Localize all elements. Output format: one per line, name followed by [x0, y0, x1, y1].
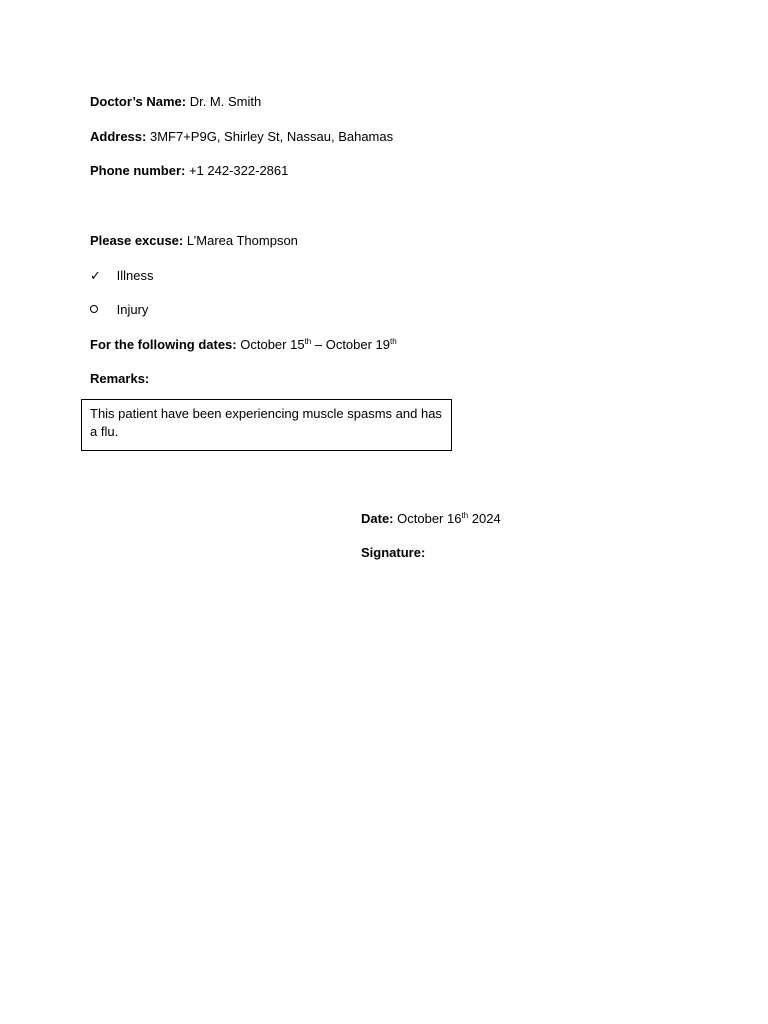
dates-label: For the following dates: — [90, 337, 237, 352]
date-text: October 16 — [397, 511, 462, 526]
dates-line — [90, 337, 397, 353]
excuse-line — [90, 233, 298, 249]
remarks-text: This patient have been experiencing muscle spasms and has a flu. — [90, 406, 442, 439]
reason-illness-label: Illness — [116, 268, 154, 283]
phone-line — [90, 163, 288, 179]
reason-injury — [90, 302, 148, 318]
address-value: 3MF7+P9G, Shirley St, Nassau, Bahamas — [149, 129, 394, 144]
address-label: Address: — [90, 129, 147, 144]
dates-end: October 19 — [325, 337, 391, 352]
remarks-box — [81, 399, 452, 451]
reason-illness — [90, 268, 153, 285]
dates-start-suffix: th — [304, 337, 312, 346]
circle-icon — [90, 305, 98, 313]
doctor-name-label: Doctor’s Name: — [90, 94, 187, 109]
phone-label: Phone number: — [90, 163, 186, 178]
remarks-label: Remarks: — [90, 371, 150, 386]
dates-end-suffix: th — [390, 337, 397, 346]
signature-line — [361, 545, 425, 561]
date-suffix: th — [461, 511, 469, 520]
check-icon: ✓ — [90, 269, 101, 284]
dates-separator: – — [311, 337, 326, 352]
date-year: 2024 — [468, 511, 501, 526]
address-line — [90, 129, 393, 145]
reason-injury-label: Injury — [116, 302, 149, 317]
phone-value: +1 242-322-2861 — [188, 163, 289, 178]
doctor-name-value: Dr. M. Smith — [189, 94, 262, 109]
excuse-label: Please excuse: — [90, 233, 184, 248]
remarks-heading — [90, 371, 149, 387]
patient-name: L’Marea Thompson — [186, 233, 298, 248]
dates-start: October 15 — [240, 337, 305, 352]
signature-label: Signature: — [361, 545, 426, 560]
date-line — [361, 511, 501, 527]
date-label: Date: — [361, 511, 394, 526]
doctor-name-line — [90, 94, 261, 110]
